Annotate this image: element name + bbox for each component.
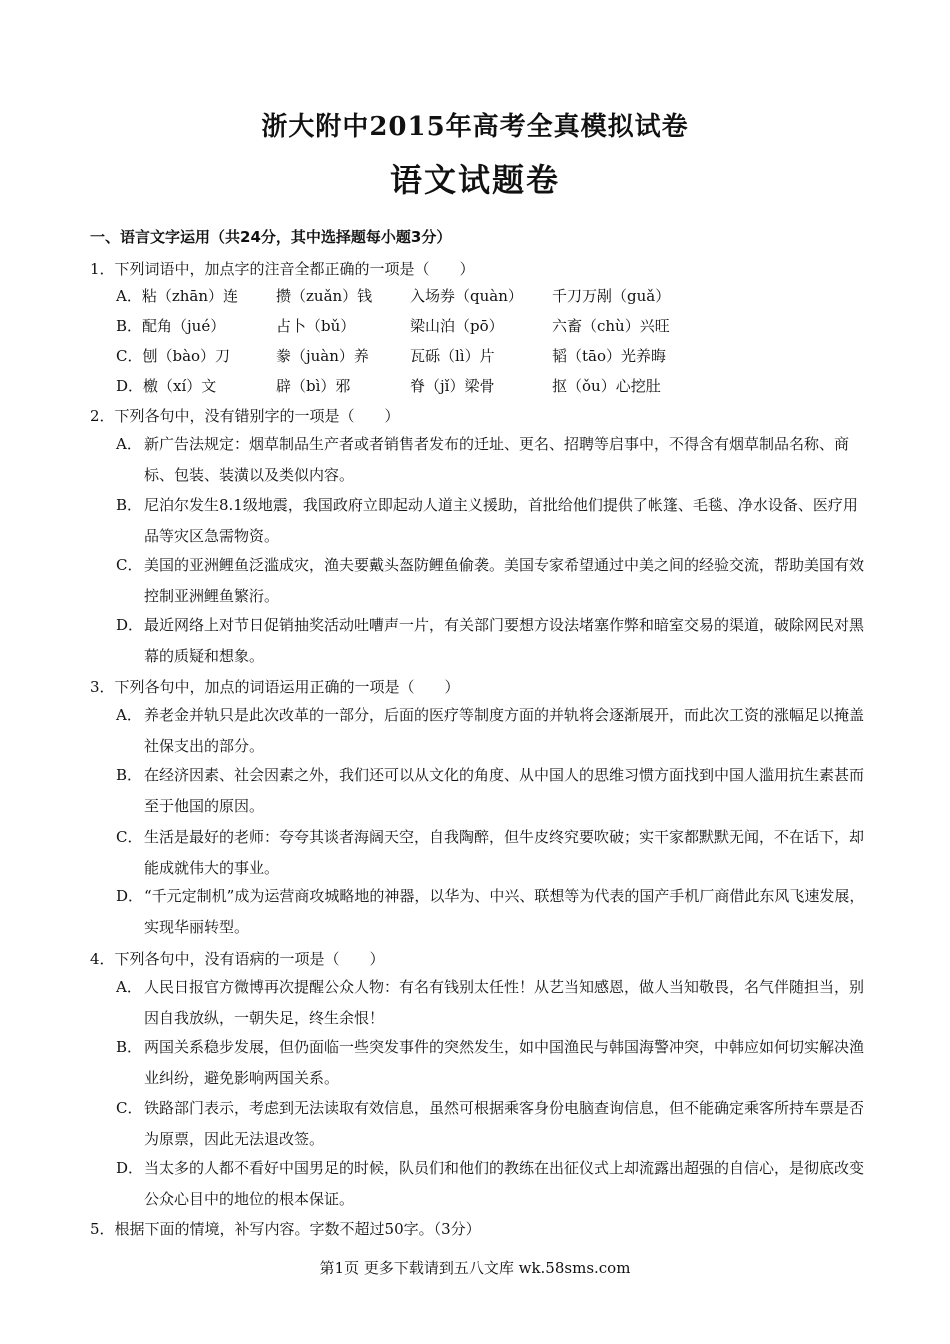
option-cell: A．粘（zhān）连 <box>116 287 239 305</box>
option-cell: 梁山泊（pō） <box>410 317 504 335</box>
question-4-stem: 4．下列各句中，没有语病的一项是（ ） <box>90 950 385 968</box>
question-2-option-c <box>116 550 868 612</box>
option-text: 两国关系稳步发展，但仍面临一些突发事件的突然发生，如中国渔民与韩国海警冲突，中韩应如何切实解决渔业纠纷，避免影响两国关系。 <box>144 1038 865 1087</box>
question-3-option-b <box>116 760 868 822</box>
option-label: D． <box>116 616 144 634</box>
option-cell: 六畜（chù）兴旺 <box>552 317 670 335</box>
question-4-option-b <box>116 1032 868 1094</box>
page-footer: 第1页 更多下载请到五八文库 wk.58sms.com <box>319 1259 631 1277</box>
option-cell: 脊（jǐ）梁骨 <box>410 377 495 395</box>
question-5-stem: 5．根据下面的情境，补写内容。字数不超过50字。（3分） <box>90 1220 481 1238</box>
question-3-option-c <box>116 822 868 884</box>
option-cell: 攒（zuǎn）钱 <box>276 287 373 305</box>
question-2-option-a <box>116 429 868 491</box>
section-heading: 一、语言文字运用（共24分，其中选择题每小题3分） <box>90 228 452 246</box>
option-cell: 占卜（bǔ） <box>276 317 356 335</box>
option-text: 美国的亚洲鲤鱼泛滥成灾，渔夫要戴头盔防鲤鱼偷袭。美国专家希望通过中美之间的经验交流，帮助美国有效控制亚洲鲤鱼繁洐。 <box>144 556 865 605</box>
question-4-option-c <box>116 1093 868 1155</box>
question-2-stem: 2．下列各句中，没有错别字的一项是（ ） <box>90 407 400 425</box>
option-cell: 豢（juàn）养 <box>276 347 369 365</box>
option-cell: B．配角（jué） <box>116 317 226 335</box>
question-3-stem: 3．下列各句中，加点的词语运用正确的一项是（ ） <box>90 678 460 696</box>
option-cell: C．刨（bào）刀 <box>116 347 231 365</box>
option-text: 在经济因素、社会因素之外，我们还可以从文化的角度、从中国人的思维习惯方面找到中国人滥用抗生素甚而至于他国的原因。 <box>144 766 865 815</box>
option-text: “千元定制机”成为运营商攻城略地的神器，以华为、中兴、联想等为代表的国产手机厂商借此东风飞速发展，实现华丽转型。 <box>144 887 865 936</box>
option-label: B． <box>116 766 143 784</box>
question-3-option-d <box>116 881 868 943</box>
option-text: 人民日报官方微博再次提醒公众人物：有名有钱别太任性！从艺当知感恩，做人当知敬畏，名气伴随担当，别因自我放纵，一朝失足，终生余恨！ <box>144 978 865 1027</box>
option-label: B． <box>116 496 143 514</box>
option-label: A． <box>116 978 142 996</box>
option-text: 新广告法规定：烟草制品生产者或者销售者发布的迁址、更名、招聘等启事中，不得含有烟草制品名称、商标、包装、装潢以及类似内容。 <box>144 435 850 484</box>
option-text: 养老金并轨只是此次改革的一部分，后面的医疗等制度方面的并轨将会逐渐展开，而此次工资的涨幅足以掩盖社保支出的部分。 <box>144 706 865 755</box>
option-label: D． <box>116 887 144 905</box>
question-3-option-a <box>116 700 868 762</box>
option-cell: D．檄（xí）文 <box>116 377 217 395</box>
option-cell: 入场券（quàn） <box>410 287 523 305</box>
option-label: A． <box>116 706 142 724</box>
option-text: 最近网络上对节日促销抽奖活动吐嘈声一片，有关部门要想方设法堵塞作弊和暗室交易的渠道，破除网民对黑幕的质疑和想象。 <box>144 616 865 665</box>
option-text: 当太多的人都不看好中国男足的时候，队员们和他们的教练在出征仪式上却流露出超强的自信心，是彻底改变公众心目中的地位的根本保证。 <box>144 1159 865 1208</box>
question-4-option-d <box>116 1153 868 1215</box>
option-cell: 辟（bì）邪 <box>276 377 351 395</box>
question-4-option-a <box>116 972 868 1034</box>
question-1-stem: 1．下列词语中，加点字的注音全都正确的一项是（ ） <box>90 260 475 278</box>
option-cell: 抠（ǒu）心挖肚 <box>552 377 661 395</box>
option-label: D． <box>116 1159 144 1177</box>
option-text: 尼泊尔发生8.1级地震，我国政府立即起动人道主义援助，首批给他们提供了帐篷、毛毯、净水设备、医疗用品等灾区急需物资。 <box>144 496 858 545</box>
option-text: 铁路部门表示，考虑到无法读取有效信息，虽然可根据乘客身份电脑查询信息，但不能确定乘客所持车票是否为原票，因此无法退改签。 <box>144 1099 865 1148</box>
question-2-option-b <box>116 490 868 552</box>
option-label: A． <box>116 435 142 453</box>
exam-title: 浙大附中2015年高考全真模拟试卷 <box>261 112 689 142</box>
option-text: 生活是最好的老师：夸夸其谈者海阔天空，自我陶醉，但牛皮终究要吹破；实干家都默默无闻，不在话下，却能成就伟大的事业。 <box>144 828 865 877</box>
option-label: C． <box>116 1099 143 1117</box>
question-2-option-d <box>116 610 868 672</box>
exam-subtitle: 语文试题卷 <box>389 161 560 199</box>
option-label: C． <box>116 828 143 846</box>
option-cell: 千刀万剐（guǎ） <box>552 287 671 305</box>
option-cell: 韬（tāo）光养晦 <box>552 347 667 365</box>
option-label: C． <box>116 556 143 574</box>
option-cell: 瓦砾（lì）片 <box>410 347 495 365</box>
option-label: B． <box>116 1038 143 1056</box>
